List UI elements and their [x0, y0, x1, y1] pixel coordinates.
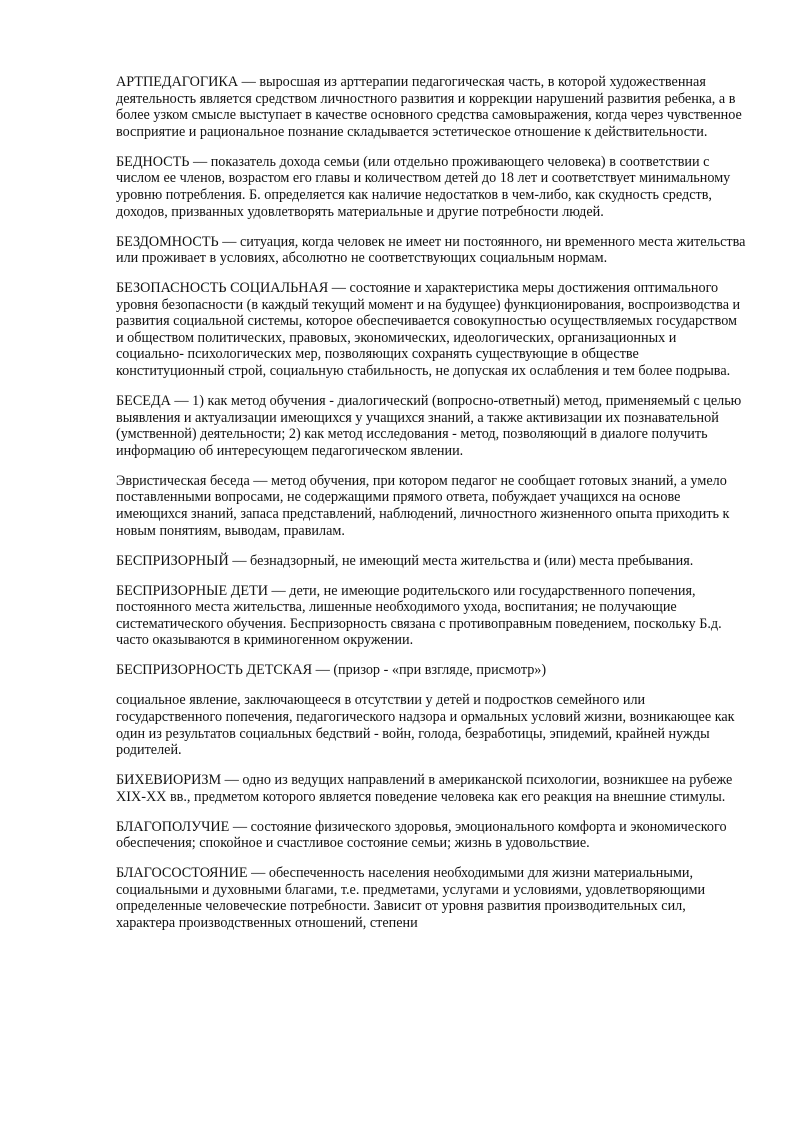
paragraph-besprizornye-deti: БЕСПРИЗОРНЫЕ ДЕТИ — дети, не имеющие родительского или государственного попечения, постоянного места жительства, лишенные необходимого ухода, воспитания; не получающие систематического обучения. Беспризорность связана с противоправным поведением, поскольку Б.д. часто оказываются в криминогенном окружении.	[116, 582, 722, 649]
paragraph-beseda: БЕСЕДА — 1) как метод обучения - диалогический (вопросно-ответный) метод, применяемый с целью выявления и актуализации имеющихся у учащихся знаний, а также активизации их познавательной (умственной) деятельности; 2) как метод исследования - метод, позволяющий в диалоге получить информацию об интересующем педагогическом явлении.	[116, 393, 742, 459]
paragraph-besprizorny: БЕСПРИЗОРНЫЙ — безнадзорный, не имеющий места жительства и (или) места пребывания.	[116, 552, 694, 569]
paragraph-bezdomnost: БЕЗДОМНОСТЬ — ситуация, когда человек не имеет ни постоянного, ни временного места жительства или проживает в условиях, абсолютно не соответствующих социальным нормам.	[116, 233, 746, 267]
paragraph-artpedagogika: АРТПЕДАГОГИКА — выросшая из арттерапии педагогическая часть, в которой художественная деятельность является средством личностного развития и коррекции нарушений развития ребенка, а в более узком смысле выступает в качестве основного средства самовыражения, когда через чувственное восприятие и рациональное познание складывается эстетическое отношение к действительности.	[116, 74, 742, 140]
document-body	[116, 74, 746, 945]
paragraph-blagopoluchie: БЛАГОПОЛУЧИЕ — состояние физического здоровья, эмоционального комфорта и экономического обеспечения; спокойное и счастливое состояние семьи; жизнь в удовольствие.	[116, 818, 727, 852]
paragraph-blagosostoyanie: БЛАГОСОСТОЯНИЕ — обеспеченность населения необходимыми для жизни материальными, социальными и духовными благами, т.е. предметами, услугами и условиями, удовлетворяющими определенные человеческие потребности. Зависит от уровня развития производительных сил, характера производственных отношений, степени	[116, 865, 706, 932]
paragraph-bikheviorizm: БИХЕВИОРИЗМ — одно из ведущих направлений в американской психологии, возникшее на рубеже XIX-XX вв., предметом которого является поведение человека как его реакция на внешние стимулы.	[116, 772, 733, 805]
paragraph-evristicheskaya-beseda: Эвристическая беседа — метод обучения, при котором педагог не сообщает готовых знаний, а умело поставленными вопросами, не содержащими прямого ответа, побуждает учащихся на основе имеющихся знаний, запаса представлений, наблюдений, личностного жизненного опыта приходить к новым понятиям, выводам, правилам.	[116, 472, 730, 539]
paragraph-bednost: БЕДНОСТЬ — показатель дохода семьи (или отдельно проживающего человека) в соответствии с числом ее членов, возрастом его главы и количеством детей до 18 лет и соответствует минимальному уровню потребления. Б. определяется как наличие недостатков в чем-либо, как скудность средств, доходов, призванных удовлетворять материальные и другие потребности людей.	[116, 153, 731, 220]
paragraph-socialnoe-yavlenie: социальное явление, заключающееся в отсутствии у детей и подростков семейного или государственного попечения, педагогического надзора и ормальных условий жизни, возникающее как один из результатов социальных бедствий - войн, голода, безработицы, эпидемий, крайней нужды родителей.	[116, 692, 735, 759]
paragraph-besprizornost-detskaya: БЕСПРИЗОРНОСТЬ ДЕТСКАЯ — (призор - «при взгляде, присмотр»)	[116, 662, 547, 679]
paragraph-bezopasnost-socialnaya: БЕЗОПАСНОСТЬ СОЦИАЛЬНАЯ — состояние и характеристика меры достижения оптимального уровня безопасности (в каждый текущий момент и на будущее) функционирования, воспроизводства и развития социальной системы, которое обеспечивается совокупностью осуществляемых государством и обществом политических, правовых, экономических, идеологических, организационных и социально- психологических мер, позволяющих сохранять существующие в обществе конституционный строй, социальную стабильность, не допуская их ослабления и тем более подрыва.	[116, 280, 741, 380]
